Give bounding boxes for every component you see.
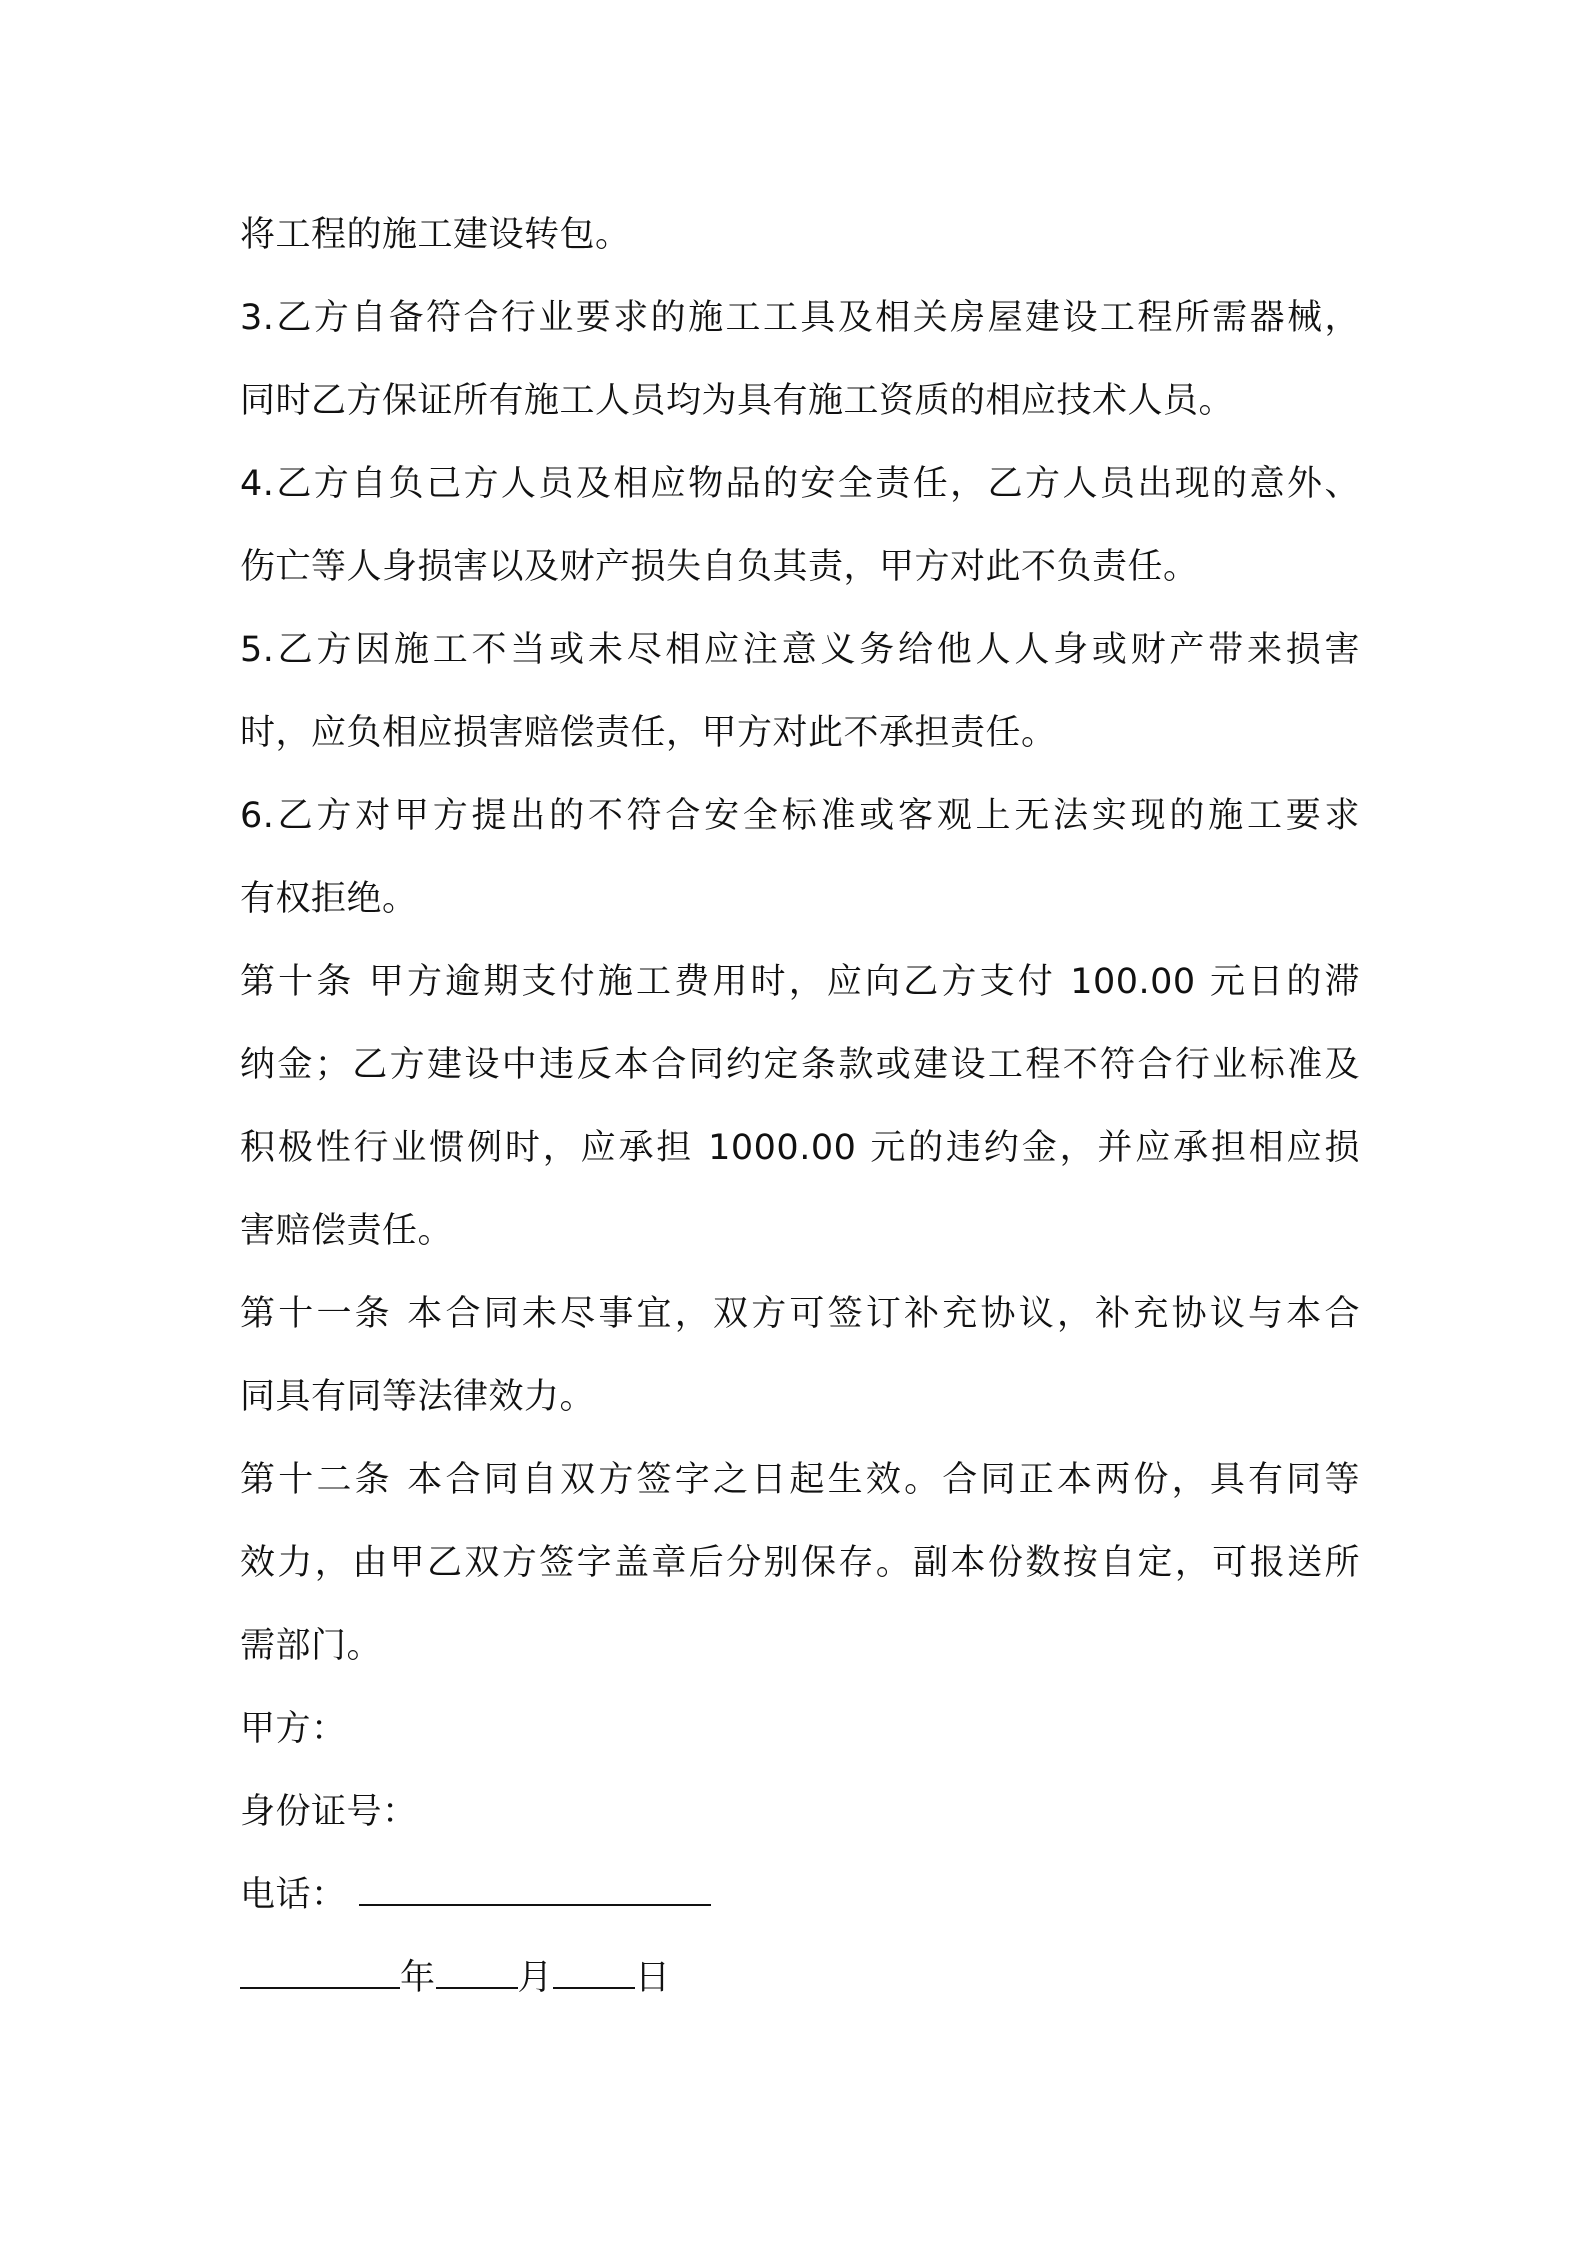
paragraph-line: 效力，由甲乙双方签字盖章后分别保存。副本份数按自定，可报送所 xyxy=(240,1543,1360,1583)
year-label: 年 xyxy=(400,1958,436,1998)
paragraph-line: 3.乙方自备符合行业要求的施工工具及相关房屋建设工程所需器械， xyxy=(240,298,1360,338)
paragraph-line: 将工程的施工建设转包。 xyxy=(240,215,631,255)
year-blank[interactable] xyxy=(240,1953,400,1989)
paragraph-line: 5.乙方因施工不当或未尽相应注意义务给他人人身或财产带来损害 xyxy=(240,630,1360,670)
paragraph-line: 同具有同等法律效力。 xyxy=(240,1377,596,1417)
paragraph-line: 第十条 甲方逾期支付施工费用时，应向乙方支付 100.00 元日的滞 xyxy=(240,962,1360,1002)
phone-line xyxy=(240,1854,1360,1937)
paragraph-line: 时，应负相应损害赔偿责任，甲方对此不承担责任。 xyxy=(240,713,1057,753)
paragraph-line: 同时乙方保证所有施工人员均为具有施工资质的相应技术人员。 xyxy=(240,381,1235,421)
paragraph-line: 害赔偿责任。 xyxy=(240,1211,454,1251)
month-label: 月 xyxy=(517,1958,554,1998)
id-number-label: 身份证号： xyxy=(240,1792,418,1832)
paragraph-line: 纳金；乙方建设中违反本合同约定条款或建设工程不符合行业标准及 xyxy=(240,1045,1360,1085)
day-blank[interactable] xyxy=(553,1953,635,1989)
party-a-label: 甲方： xyxy=(240,1709,347,1749)
paragraph-line: 第十一条 本合同未尽事宜，双方可签订补充协议，补充协议与本合 xyxy=(240,1294,1360,1334)
paragraph-line: 4.乙方自负己方人员及相应物品的安全责任，乙方人员出现的意外、 xyxy=(240,464,1360,504)
day-label: 日 xyxy=(635,1958,671,1998)
id-number-line xyxy=(240,1771,1360,1854)
party-a-line xyxy=(240,1688,1360,1771)
paragraph-line: 6.乙方对甲方提出的不符合安全标准或客观上无法实现的施工要求 xyxy=(240,796,1360,836)
paragraph-line: 需部门。 xyxy=(240,1626,383,1666)
document-body xyxy=(240,194,1360,2020)
phone-label: 电话： xyxy=(240,1875,347,1915)
paragraph-line: 伤亡等人身损害以及财产损失自负其责，甲方对此不负责任。 xyxy=(240,547,1199,587)
date-line xyxy=(240,1937,1360,2020)
paragraph-line: 积极性行业惯例时，应承担 1000.00 元的违约金，并应承担相应损 xyxy=(240,1128,1360,1168)
phone-blank[interactable] xyxy=(359,1870,711,1906)
month-blank[interactable] xyxy=(436,1953,518,1989)
paragraph-line: 第十二条 本合同自双方签字之日起生效。合同正本两份，具有同等 xyxy=(240,1460,1360,1500)
paragraph-line: 有权拒绝。 xyxy=(240,879,418,919)
